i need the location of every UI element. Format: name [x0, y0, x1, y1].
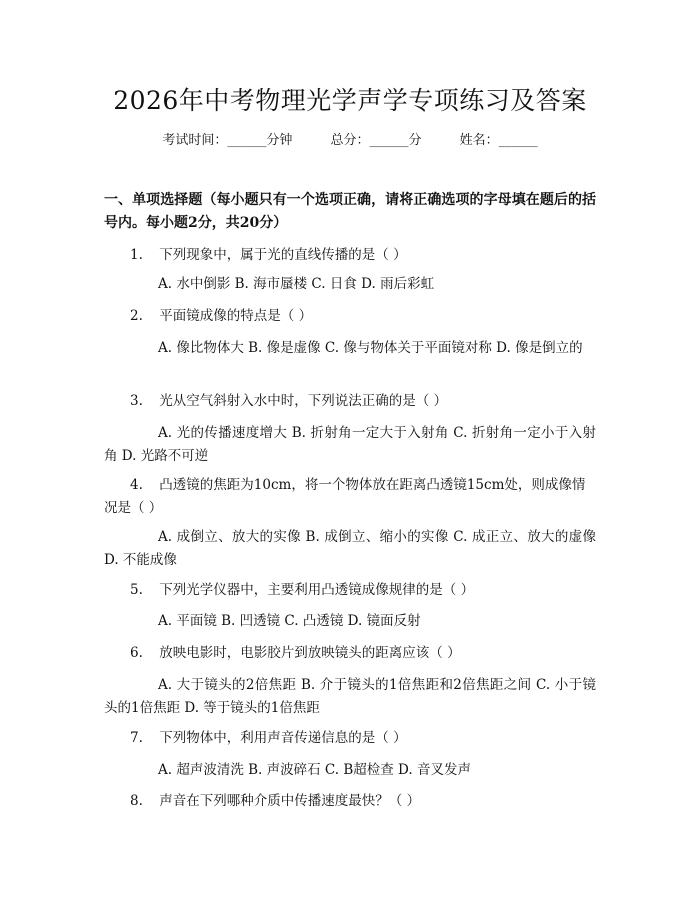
question-2	[104, 305, 596, 328]
name-field: 姓名：______	[459, 133, 538, 148]
question-7-options: A. 超声波清洗 B. 声波碎石 C. B超检查 D. 音叉发声	[158, 762, 471, 778]
question-4-options: A. 成倒立、放大的实像 B. 成倒立、缩小的实像 C. 成正立、放大的虚像 D. 不能成像	[104, 529, 596, 568]
question-text: 下列现象中，属于光的直线传播的是（ ）	[159, 247, 407, 263]
section-heading: 一、单项选择题（每小题只有一个选项正确，请将正确选项的字母填在题后的括号内。每小题2分，共20分）	[104, 192, 596, 231]
question-number: 2.	[130, 308, 143, 324]
question-number: 5.	[130, 582, 143, 598]
question-2-options: A. 像比物体大 B. 像是虚像 C. 像与物体关于平面镜对称 D. 像是倒立的	[158, 340, 583, 356]
question-8	[104, 790, 596, 813]
question-5-options: A. 平面镜 B. 凹透镜 C. 凸透镜 D. 镜面反射	[158, 613, 421, 629]
question-1	[104, 244, 596, 267]
question-5	[104, 579, 596, 602]
question-text: 凸透镜的焦距为10cm，将一个物体放在距离凸透镜15cm处，则成像情况是（ ）	[104, 477, 586, 516]
exam-meta	[0, 131, 700, 151]
question-number: 3.	[130, 393, 143, 409]
question-3-options: A. 光的传播速度增大 B. 折射角一定大于入射角 C. 折射角一定小于入射角 D. 光路不可逆	[104, 425, 596, 464]
question-3	[104, 390, 596, 413]
question-number: 7.	[130, 730, 143, 746]
question-text: 光从空气斜射入水中时，下列说法正确的是（ ）	[159, 393, 448, 409]
question-1-options: A. 水中倒影 B. 海市蜃楼 C. 日食 D. 雨后彩虹	[158, 276, 435, 292]
total-score-field: 总分：______分	[330, 133, 422, 148]
question-number: 4.	[130, 477, 143, 493]
question-number: 6.	[130, 645, 143, 661]
question-6-options: A. 大于镜头的2倍焦距 B. 介于镜头的1倍焦距和2倍焦距之间 C. 小于镜头的1倍焦距 D. 等于镜头的1倍焦距	[104, 677, 596, 716]
page-title: 2026年中考物理光学声学专项练习及答案	[113, 86, 587, 115]
question-4	[104, 474, 596, 520]
exam-time-field: 考试时间：______分钟	[162, 133, 293, 148]
question-7	[104, 727, 596, 750]
question-text: 平面镜成像的特点是（ ）	[159, 308, 313, 324]
question-text: 声音在下列哪种介质中传播速度最快？（ ）	[159, 793, 421, 809]
question-number: 8.	[130, 793, 143, 809]
question-text: 下列物体中，利用声音传递信息的是（ ）	[159, 730, 407, 746]
question-text: 下列光学仪器中，主要利用凸透镜成像规律的是（ ）	[159, 582, 475, 598]
question-text: 放映电影时，电影胶片到放映镜头的距离应该（ ）	[159, 645, 461, 661]
question-6	[104, 642, 596, 665]
question-number: 1.	[130, 247, 143, 263]
